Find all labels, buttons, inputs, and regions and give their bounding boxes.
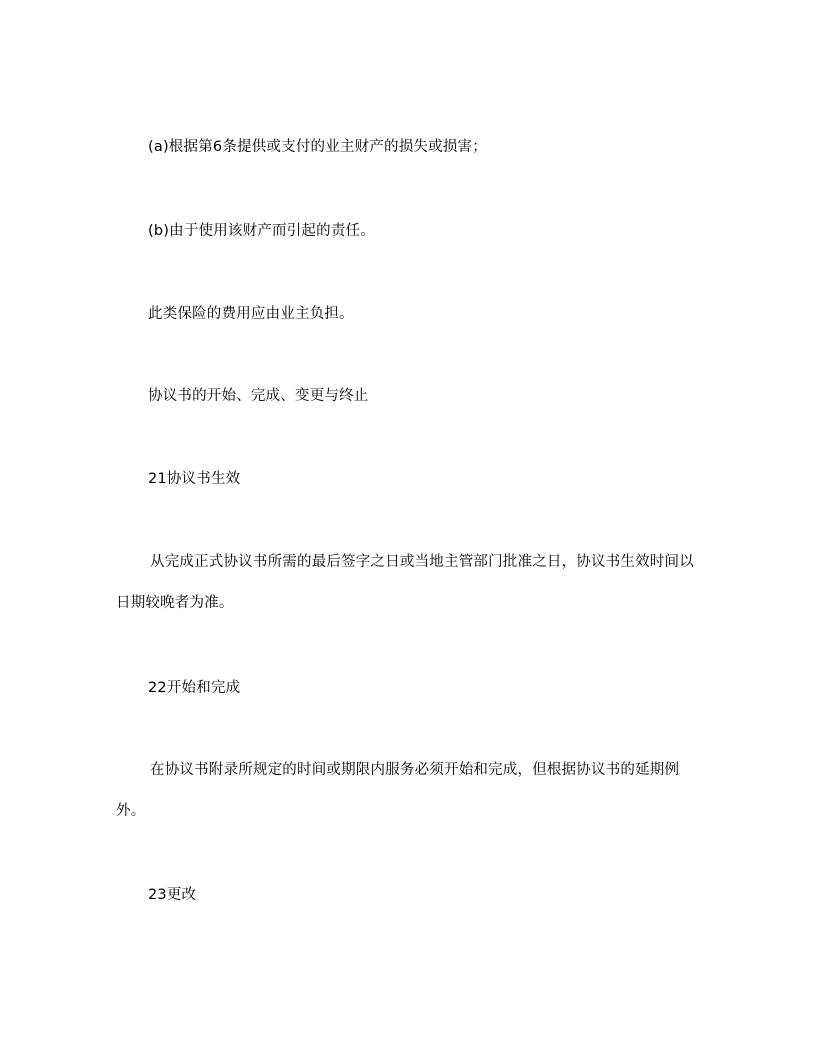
- paragraph-item-a: (a)根据第6条提供或支付的业主财产的损失或损害；: [148, 139, 487, 155]
- section-heading: 协议书的开始、完成、变更与终止: [148, 388, 369, 404]
- clause-heading-21: 21协议书生效: [148, 471, 241, 487]
- paragraph-insurance-cost: 此类保险的费用应由业主负担。: [148, 306, 354, 322]
- clause-21-body: 从完成正式协议书所需的最后签字之日或当地主管部门批准之日，协议书生效时间以日期较晚者为准。: [116, 554, 694, 611]
- paragraph-item-b: (b)由于使用该财产而引起的责任。: [148, 223, 375, 239]
- clause-heading-22: 22开始和完成: [148, 680, 241, 696]
- clause-22-body: 在协议书附录所规定的时间或期限内服务必须开始和完成，但根据协议书的延期例外。: [116, 762, 680, 819]
- clause-heading-23: 23更改: [148, 887, 197, 903]
